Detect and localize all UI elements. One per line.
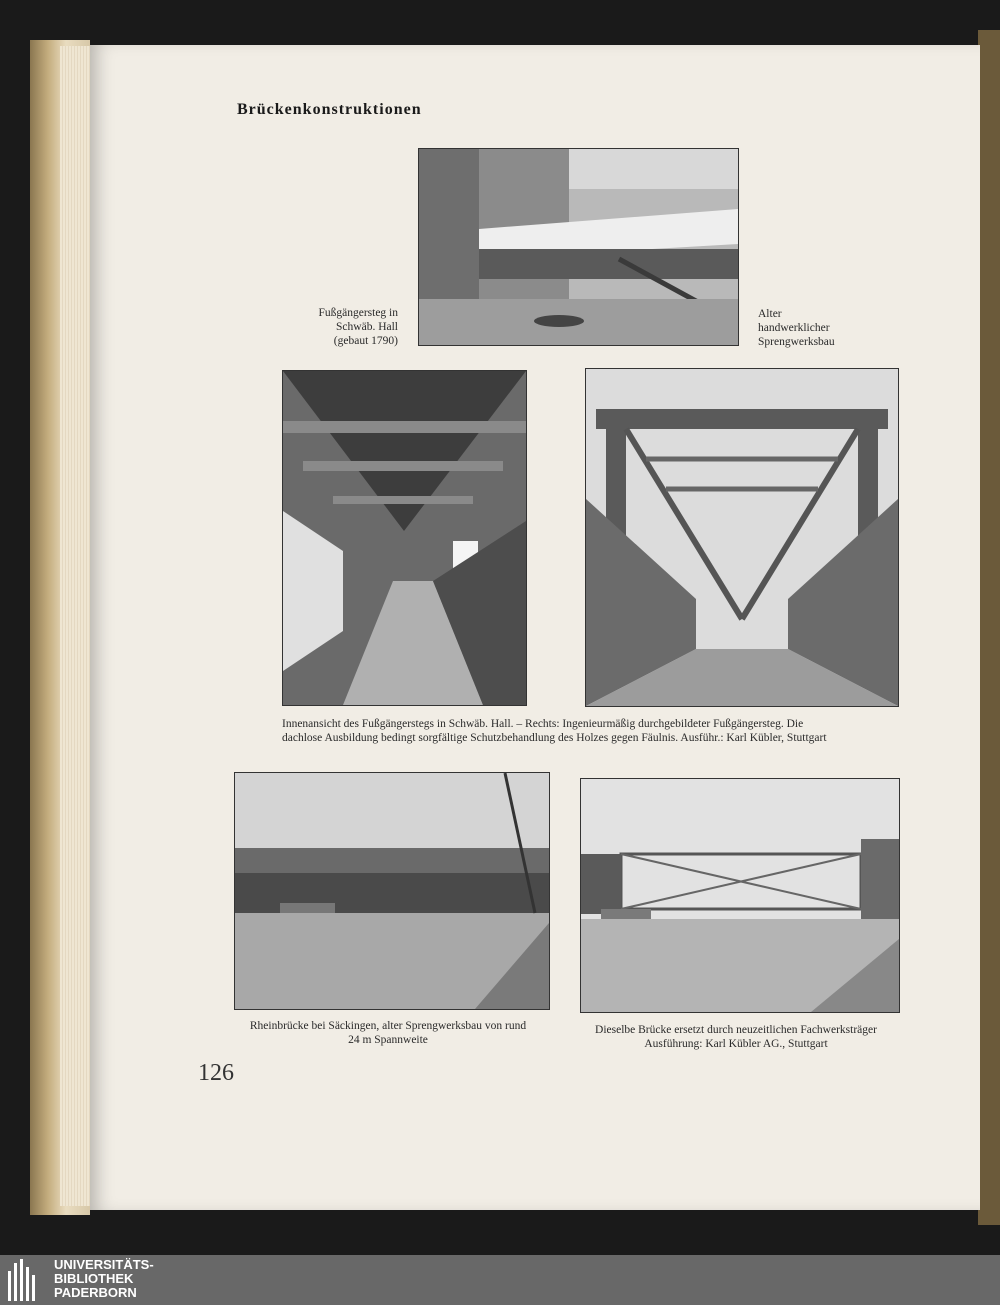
photo-footbridge-schwaebisch-hall xyxy=(418,148,739,346)
caption-line: 24 m Spannweite xyxy=(348,1034,428,1046)
photo-rheinbruecke-new xyxy=(580,778,900,1013)
caption-line: Ausführung: Karl Kübler AG., Stuttgart xyxy=(644,1038,828,1050)
caption-bottom-right xyxy=(574,1023,898,1051)
library-name-line: PADERBORN xyxy=(54,1285,137,1300)
caption-line: Sprengwerksbau xyxy=(758,336,835,348)
caption-line: Fußgängersteg in xyxy=(318,307,398,319)
caption-line: Dieselbe Brücke ersetzt durch neuzeitlichen Fachwerksträger xyxy=(595,1024,877,1036)
caption-line: Alter xyxy=(758,308,782,320)
caption-line: dachlose Ausbildung bedingt sorgfältige Schutzbehandlung des Holzes gegen Fäulnis. Ausführ.: Karl Kübler, Stuttgart xyxy=(282,732,827,744)
caption-line: Rheinbrücke bei Säckingen, alter Sprengwerksbau von rund xyxy=(249,1020,527,1032)
photo-footbridge-interior xyxy=(282,370,527,706)
photo-rheinbruecke-old xyxy=(234,772,550,1010)
page-edges xyxy=(60,46,90,1206)
library-footer xyxy=(0,1255,1000,1305)
library-name-line: UNIVERSITÄTS- xyxy=(54,1257,154,1272)
caption-line: (gebaut 1790) xyxy=(333,335,398,347)
caption-middle xyxy=(282,717,900,745)
photo-engineered-footbridge xyxy=(585,368,899,707)
library-logo-icon xyxy=(8,1259,44,1301)
library-name xyxy=(54,1258,154,1300)
caption-bottom-left xyxy=(229,1019,547,1047)
caption-top-left xyxy=(280,306,398,348)
caption-line: handwerklicher xyxy=(758,322,830,334)
page-heading: Brückenkonstruktionen xyxy=(237,101,422,118)
book-cover-edge xyxy=(978,30,1000,1225)
caption-line: Innenansicht des Fußgängerstegs in Schwäb. Hall. – Rechts: Ingenieurmäßig durchgebildeter Fußgängersteg. Die xyxy=(282,718,804,730)
library-name-line: BIBLIOTHEK xyxy=(54,1271,134,1286)
caption-line: Schwäb. Hall xyxy=(336,321,398,333)
caption-top-right xyxy=(758,307,898,349)
page-number: 126 xyxy=(198,1060,234,1086)
